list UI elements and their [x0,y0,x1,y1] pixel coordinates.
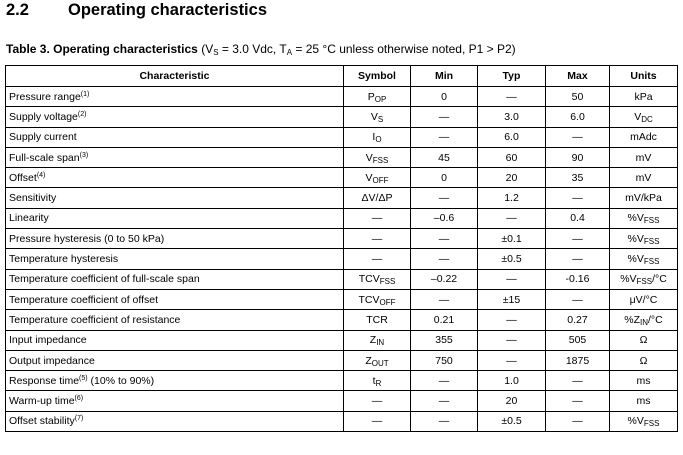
units-text: mAdc [630,131,657,144]
footnote-ref: (1) [80,90,90,98]
cell-symbol [344,310,411,330]
cell-characteristic [6,127,344,147]
cell-min: — [411,229,478,249]
cell-units [610,289,678,309]
units-text: mV/kPa [625,192,662,205]
cell-min: 0 [411,87,478,107]
cell-units [610,391,678,411]
cell-symbol [344,208,411,228]
cell-characteristic [6,330,344,350]
symbol-subscript: OFF [372,175,389,185]
characteristic-text: Pressure range [9,90,81,103]
symbol-subscript: O [375,135,382,145]
cell-characteristic [6,391,344,411]
units-text: mV [635,171,652,184]
cell-min: 750 [411,350,478,370]
characteristic-text: Temperature coefficient of full-scale span [9,273,200,286]
characteristic-text: Pressure hysteresis (0 to 50 kPa) [9,232,165,245]
cell-typ: 3.0 [478,107,546,127]
cell-min: — [411,391,478,411]
table-caption [6,42,516,56]
header-min: Min [411,66,478,87]
cell-typ: 20 [478,168,546,188]
cell-typ: 1.2 [478,188,546,208]
cell-min: 0 [411,168,478,188]
characteristic-suffix: (10% to 90%) [87,374,155,387]
symbol-text: — [371,232,383,245]
cell-typ: ±0.5 [478,249,546,269]
cell-min: 0.21 [411,310,478,330]
units-text: %Z [624,313,641,326]
characteristic-text: Output impedance [9,354,95,367]
symbol-text: TCR [366,313,388,326]
symbol-text: — [371,212,383,225]
table-row [6,147,678,167]
cell-units [610,249,678,269]
units-subscript: FSS [643,257,660,267]
units-text: kPa [634,90,653,103]
units-text: ms [636,395,651,408]
cell-units [610,188,678,208]
cell-typ: ±0.1 [478,229,546,249]
table-header-row [6,66,678,87]
cell-max: 505 [546,330,610,350]
cell-characteristic [6,188,344,208]
cell-max: 6.0 [546,107,610,127]
header-symbol: Symbol [344,66,411,87]
units-text: Ω [639,354,648,367]
cell-max: -0.16 [546,269,610,289]
symbol-text: V [370,110,378,123]
cell-typ: ±0.5 [478,411,546,431]
footnote-ref: (6) [74,395,84,403]
characteristic-text: Temperature hysteresis [9,253,119,266]
characteristic-text: Sensitivity [9,192,57,205]
characteristic-text: Temperature coefficient of resistance [9,313,181,326]
units-subscript: FSS [636,277,653,287]
cell-min: –0.6 [411,208,478,228]
cell-min: — [411,249,478,269]
cell-max: — [546,229,610,249]
cell-symbol [344,350,411,370]
symbol-text: — [371,253,383,266]
characteristic-text: Response time [9,374,80,387]
cell-min: — [411,188,478,208]
footnote-ref: (5) [79,374,88,382]
units-suffix: /°C [648,313,663,326]
cell-units [610,269,678,289]
caption-cond-open: (V [197,42,214,56]
cell-max: 1875 [546,350,610,370]
footnote-ref: (2) [77,110,87,118]
cell-min: — [411,107,478,127]
units-text: %V [627,212,644,225]
cell-units [610,411,678,431]
table-row [6,310,678,330]
cell-symbol [344,391,411,411]
symbol-text: I [372,131,376,144]
caption-cond-end: = 25 °C unless otherwise noted, P1 > P2) [292,42,516,56]
symbol-text: V [365,151,373,164]
cell-symbol [344,249,411,269]
cell-characteristic [6,411,344,431]
footnote-ref: (4) [36,171,46,179]
characteristic-text: Linearity [9,212,49,225]
cell-units [610,371,678,391]
cell-symbol [344,330,411,350]
units-text: mV [635,151,652,164]
cell-min: –0.22 [411,269,478,289]
cell-units [610,87,678,107]
cell-min: 45 [411,147,478,167]
cell-units [610,208,678,228]
section-heading [6,1,267,20]
cell-characteristic [6,371,344,391]
cell-max: — [546,249,610,269]
cell-max: 90 [546,147,610,167]
units-suffix: /°C [652,273,667,286]
cell-characteristic [6,208,344,228]
cell-units [610,229,678,249]
cell-typ: — [478,208,546,228]
cell-units [610,330,678,350]
header-max: Max [546,66,610,87]
cell-max: — [546,411,610,431]
cell-symbol [344,269,411,289]
cell-max: — [546,127,610,147]
table-row [6,127,678,147]
cell-characteristic [6,87,344,107]
symbol-text: Z [369,334,377,347]
cell-typ: — [478,87,546,107]
symbol-text: V [365,171,373,184]
table-row [6,168,678,188]
symbol-subscript: FSS [379,277,396,287]
characteristic-text: Supply current [9,131,77,144]
cell-characteristic [6,350,344,370]
table-row [6,411,678,431]
symbol-subscript: S [377,114,384,124]
cell-min: 355 [411,330,478,350]
footnote-ref: (3) [79,151,89,159]
footnote-ref: (7) [74,415,84,423]
symbol-text: ΔV/ΔP [361,192,393,205]
table-row [6,330,678,350]
cell-characteristic [6,289,344,309]
caption-ta-sub: A [286,48,293,57]
cell-symbol [344,107,411,127]
cell-units [610,350,678,370]
units-subscript: DC [641,114,653,124]
cell-max: — [546,391,610,411]
cell-characteristic [6,269,344,289]
header-units: Units [610,66,678,87]
cell-typ: 1.0 [478,371,546,391]
section-title: Operating characteristics [68,1,267,19]
symbol-text: — [371,395,383,408]
cell-characteristic [6,107,344,127]
units-text: V [634,110,642,123]
table-row [6,87,678,107]
header-characteristic: Characteristic [6,66,344,87]
table-row [6,269,678,289]
symbol-subscript: FSS [372,155,389,165]
cell-symbol [344,127,411,147]
cell-typ: 6.0 [478,127,546,147]
units-text: ms [636,374,651,387]
caption-vs-sub: S [213,48,219,57]
cell-symbol [344,371,411,391]
table-row [6,188,678,208]
symbol-text: Z [365,354,372,367]
table-row [6,289,678,309]
units-text: μV/°C [629,293,658,306]
cell-typ: — [478,330,546,350]
characteristic-text: Supply voltage [9,110,78,123]
symbol-subscript: OFF [379,297,396,307]
cell-min: — [411,127,478,147]
symbol-text: TCV [358,273,380,286]
table-row [6,208,678,228]
symbol-text: P [367,90,375,103]
cell-typ: — [478,350,546,370]
symbol-text: t [372,374,376,387]
cell-max: — [546,371,610,391]
symbol-subscript: R [375,378,382,388]
symbol-text: — [371,415,383,428]
characteristic-text: Warm-up time [9,395,75,408]
symbol-subscript: OP [374,94,387,104]
header-typ: Typ [478,66,546,87]
cell-typ: 20 [478,391,546,411]
units-text: %V [627,232,644,245]
cell-max: 0.4 [546,208,610,228]
cell-symbol [344,411,411,431]
symbol-subscript: OUT [371,358,389,368]
cell-characteristic [6,229,344,249]
units-subscript: FSS [643,216,660,226]
cell-symbol [344,229,411,249]
cell-characteristic [6,310,344,330]
table-row [6,371,678,391]
table-caption-label: Table 3. Operating characteristics [6,42,198,56]
cell-max: — [546,289,610,309]
cell-units [610,310,678,330]
characteristic-text: Offset stability [9,415,75,428]
operating-characteristics-table [5,65,678,432]
cell-symbol [344,289,411,309]
cell-units [610,147,678,167]
cell-characteristic [6,168,344,188]
cell-symbol [344,188,411,208]
caption-cond-mid: = 3.0 Vdc, T [218,42,287,56]
characteristic-text: Input impedance [9,334,87,347]
characteristic-text: Temperature coefficient of offset [9,293,159,306]
table-row [6,350,678,370]
characteristic-text: Offset [9,171,37,184]
units-text: %V [627,253,644,266]
cell-typ: ±15 [478,289,546,309]
units-text: Ω [639,334,648,347]
cell-characteristic [6,249,344,269]
units-subscript: FSS [643,419,660,429]
cell-typ: — [478,310,546,330]
table-row [6,107,678,127]
cell-units [610,107,678,127]
symbol-text: TCV [358,293,380,306]
cell-max: 50 [546,87,610,107]
cell-units [610,127,678,147]
cell-symbol [344,87,411,107]
units-subscript: FSS [643,236,660,246]
cell-characteristic [6,147,344,167]
cell-min: — [411,411,478,431]
units-text: %V [620,273,637,286]
cell-typ: — [478,269,546,289]
units-subscript: IN [640,317,649,327]
table-body [6,87,678,432]
table-row [6,249,678,269]
table-row [6,229,678,249]
cell-max: 35 [546,168,610,188]
characteristic-text: Full-scale span [9,151,80,164]
cell-symbol [344,147,411,167]
cell-units [610,168,678,188]
table-row [6,391,678,411]
section-number: 2.2 [6,1,29,19]
units-text: %V [627,415,644,428]
cell-min: — [411,289,478,309]
cell-typ: 60 [478,147,546,167]
cell-max: 0.27 [546,310,610,330]
cell-symbol [344,168,411,188]
cell-max: — [546,188,610,208]
symbol-subscript: IN [376,338,385,348]
cell-min: — [411,371,478,391]
